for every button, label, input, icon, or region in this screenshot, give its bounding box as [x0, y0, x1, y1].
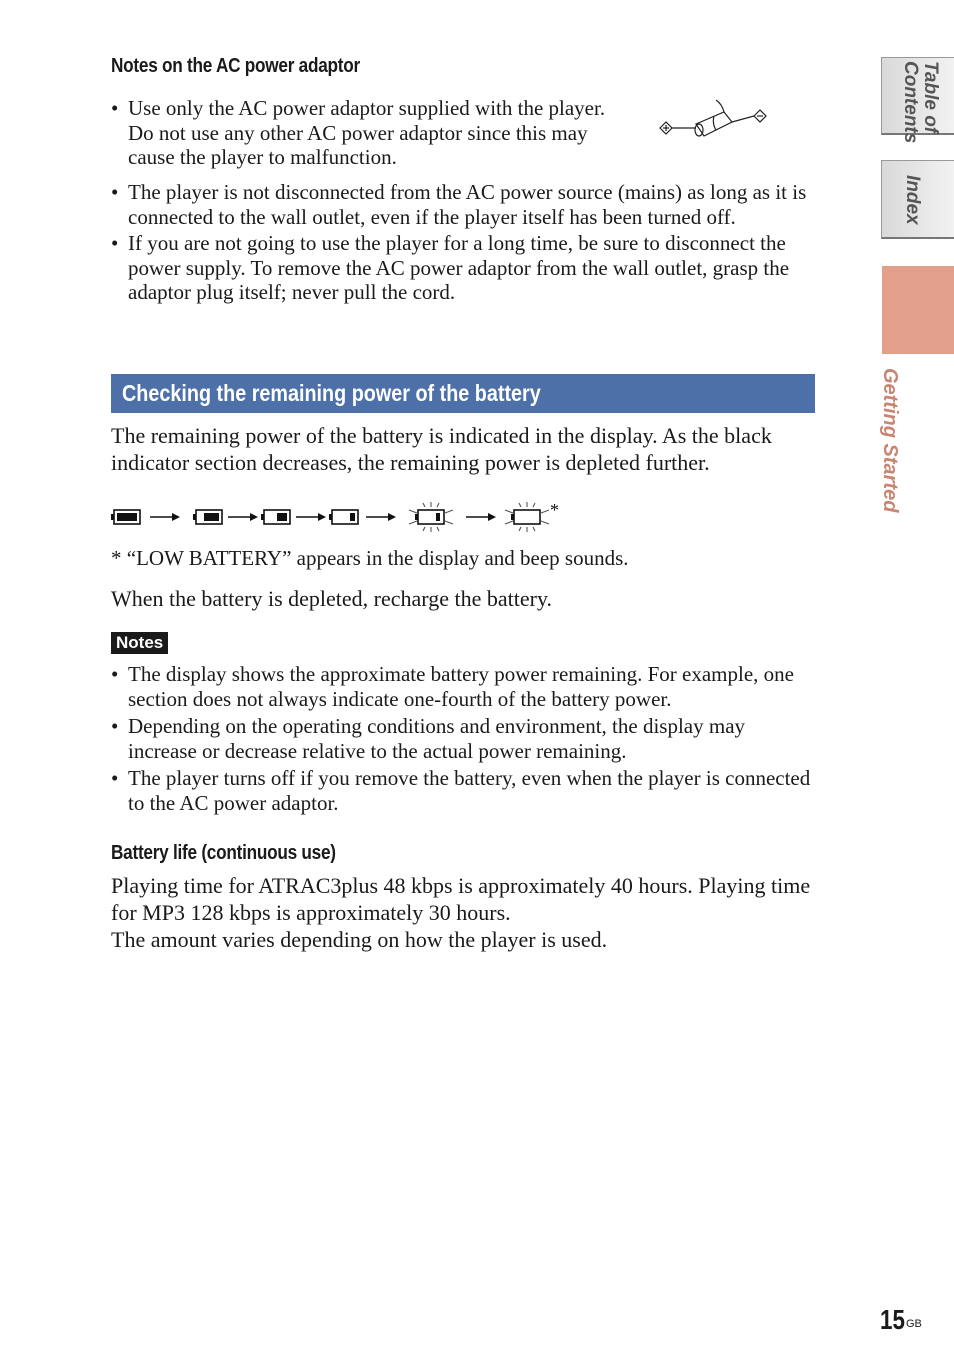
tab-table-of-contents[interactable]: [881, 57, 954, 144]
notes-tag: Notes: [111, 632, 168, 654]
battery-section-title: Checking the remaining power of the battery: [122, 380, 541, 406]
adaptor-notes-heading: Notes on the AC power adaptor: [111, 55, 360, 77]
battery-icon-2: [193, 510, 222, 524]
tab-index[interactable]: [881, 160, 954, 239]
adaptor-notes-list: [111, 180, 811, 305]
adaptor-note-1-line-2: Do not use any other AC power adaptor since this may: [128, 120, 588, 145]
section-label: Getting Started: [879, 368, 901, 513]
adaptor-note-1: • Use only the AC power adaptor supplied with the player. Do not use any other AC power adaptor since this may cause the player to malfunction.: [111, 96, 651, 170]
battery-note-2: • Depending on the operating conditions and environment, the display may increase or decrease relative to the actual power remaining.: [111, 714, 811, 763]
footnote-asterisk: *: [550, 500, 559, 520]
recharge-text: When the battery is depleted, recharge the battery.: [111, 586, 553, 611]
battery-icon-4: [329, 510, 358, 524]
battery-indicator-sequence: [110, 496, 570, 536]
battery-note-1: • The display shows the approximate battery power remaining. For example, one section does not always indicate one-fourth of the battery power.: [111, 662, 811, 711]
battery-icon-5: [409, 502, 453, 532]
adaptor-note-2: • The player is not disconnected from the AC power source (mains) as long as it is connected to the wall outlet, even if the player itself has been turned off.: [111, 180, 811, 229]
battery-icon-3: [261, 510, 290, 524]
arrow-2: [228, 513, 258, 521]
section-marker: [882, 266, 954, 354]
page-number-suffix: GB: [906, 1318, 922, 1330]
page-number: 15: [880, 1304, 905, 1335]
adaptor-note-1-line-1: Use only the AC power adaptor supplied with the player.: [128, 96, 606, 120]
battery-intro: The remaining power of the battery is indicated in the display. As the black indicator section decreases, the remaining power is depleted further.: [111, 423, 772, 475]
battery-icon-6: [505, 502, 549, 532]
battery-life-text-2: The amount varies depending on how the player is used.: [111, 927, 608, 952]
battery-life-text: Playing time for ATRAC3plus 48 kbps is approximately 40 hours. Playing time for MP3 128 kbps is approximately 30 hours.: [111, 873, 811, 925]
battery-life-heading: Battery life (continuous use): [111, 842, 336, 864]
arrow-4: [366, 513, 396, 521]
arrow-5: [466, 513, 496, 521]
battery-note-3: • The player turns off if you remove the battery, even when the player is connected to the AC power adaptor.: [111, 766, 811, 815]
tab-table-of-contents-label: Table of Contents: [900, 61, 941, 144]
battery-section-title-bar: [111, 374, 815, 413]
adaptor-note-3: • If you are not going to use the player for a long time, be sure to disconnect the power supply. To remove the AC power adaptor from the wall outlet, grasp the adaptor plug itself; never pull the cord.: [111, 231, 811, 305]
arrow-1: [150, 513, 180, 521]
battery-footnote: * “LOW BATTERY” appears in the display and beep sounds.: [111, 546, 629, 570]
ac-adaptor-plug-illustration: [652, 96, 772, 148]
arrow-3: [296, 513, 326, 521]
battery-icon-1: [111, 510, 140, 524]
adaptor-note-1-line-3: cause the player to malfunction.: [128, 145, 397, 169]
tab-index-label: Index: [902, 175, 923, 225]
battery-notes-list: [111, 662, 811, 815]
